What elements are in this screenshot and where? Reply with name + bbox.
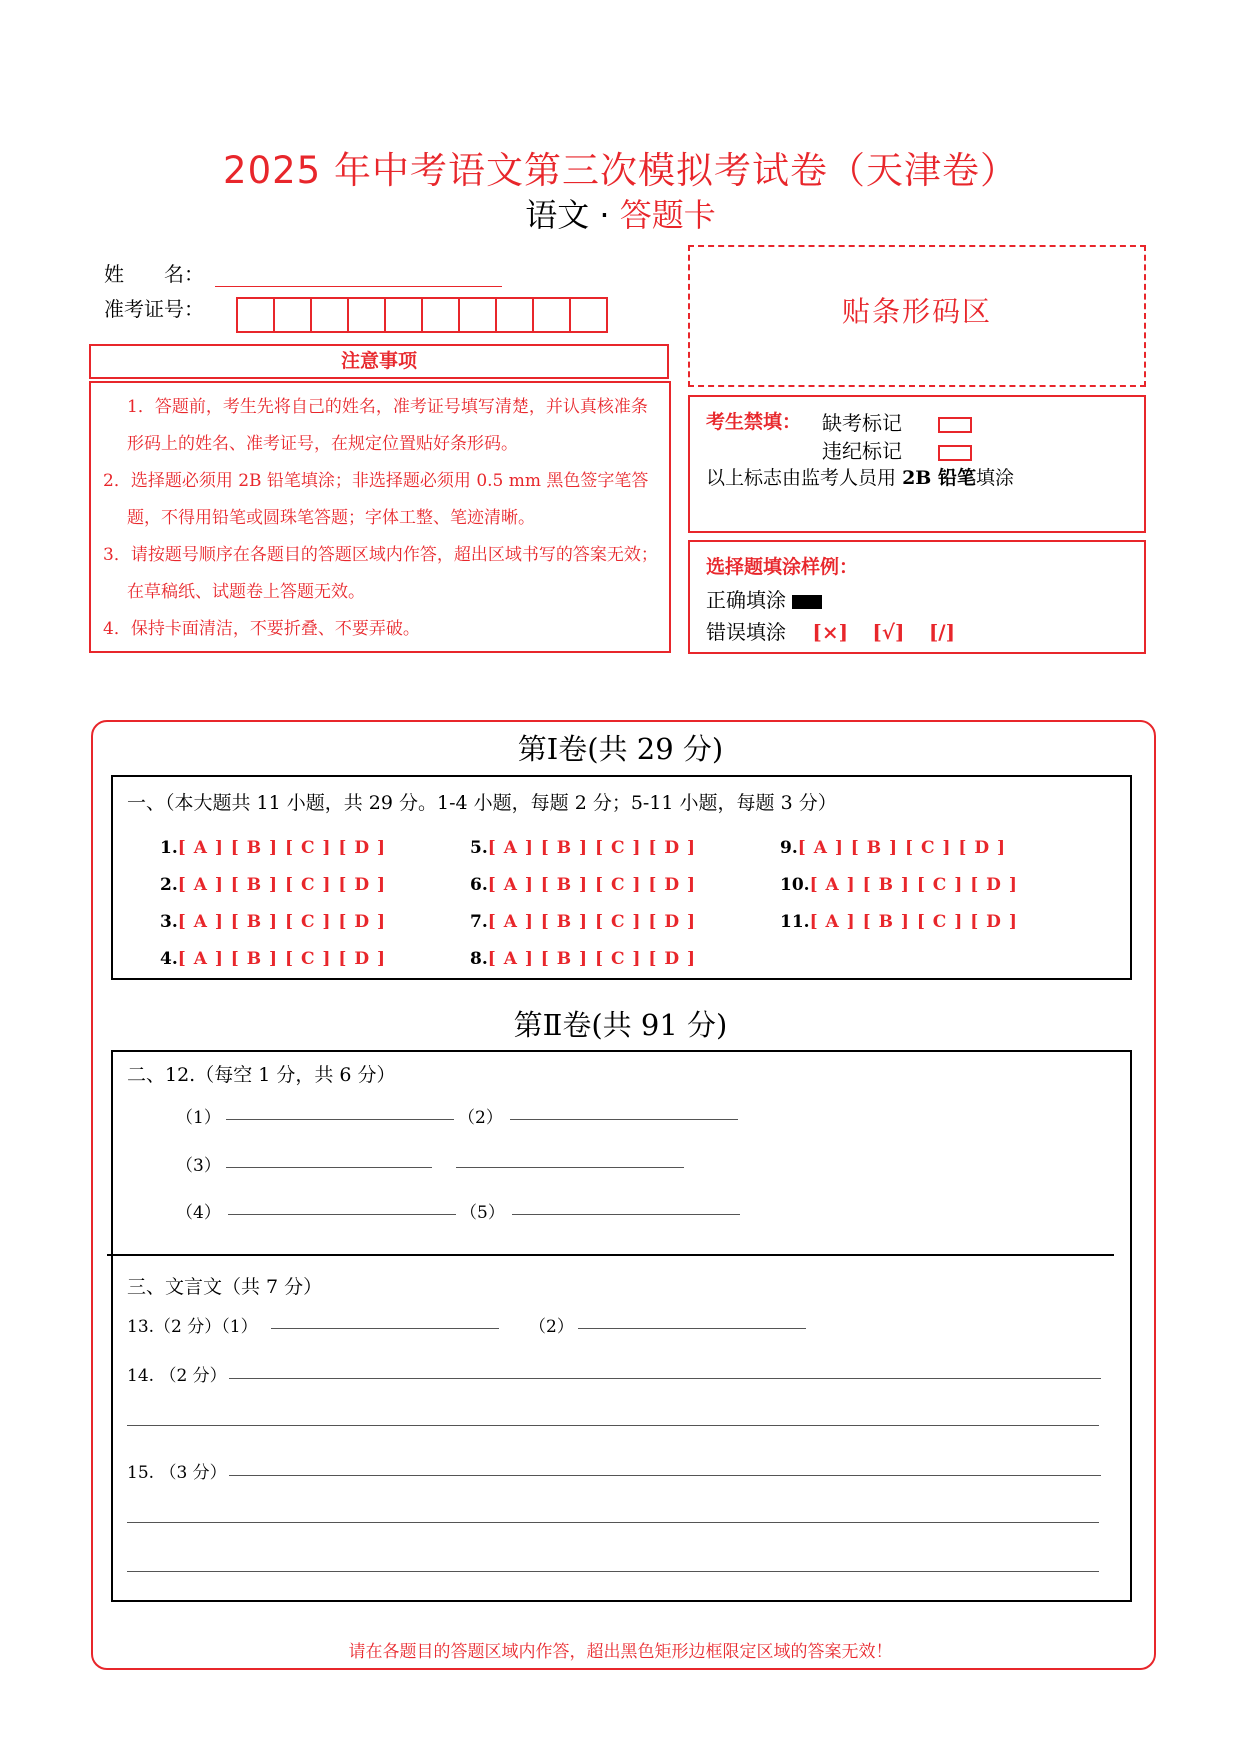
part1-section-head: 一、（本大题共 11 小题，共 29 分。1-4 小题，每题 2 分；5-11 小题，每题 3 分） — [127, 792, 837, 814]
q15-line-1[interactable] — [229, 1474, 1101, 1476]
q13-blank-1[interactable] — [271, 1327, 499, 1329]
choice-q6[interactable]: 6.[ A ] [ B ] [ C ] [ D ] — [470, 875, 697, 895]
q15-label: 15. （3 分） — [127, 1463, 227, 1483]
choice-q9[interactable]: 9.[ A ] [ B ] [ C ] [ D ] — [780, 838, 1007, 858]
id-label: 准考证号： — [104, 297, 204, 321]
proctor-only-box — [688, 395, 1146, 533]
notice-item: 1．答题前，考生先将自己的姓名，准考证号填写清楚，并认真核准条形码上的姓名、准考证号，在规定位置贴好条形码。 — [127, 397, 648, 454]
correct-label: 正确填涂 — [706, 588, 786, 612]
wrong-label: 错误填涂 — [706, 620, 786, 644]
choice-q5[interactable]: 5.[ A ] [ B ] [ C ] [ D ] — [470, 838, 697, 858]
q15-line-2[interactable] — [127, 1521, 1099, 1523]
id-digit-box[interactable] — [458, 297, 497, 333]
q12-label-2: （2） — [458, 1108, 503, 1128]
q14-line-2[interactable] — [127, 1424, 1099, 1426]
notice-item: 3．请按题号顺序在各题目的答题区域内作答，超出区域书写的答案无效；在草稿纸、试题卷上答题无效。 — [103, 545, 658, 602]
notice-body — [89, 381, 671, 653]
notice-item: 4．保持卡面清洁，不要折叠、不要弄破。 — [103, 619, 420, 639]
choice-q7[interactable]: 7.[ A ] [ B ] [ C ] [ D ] — [470, 912, 697, 932]
id-digit-box[interactable] — [421, 297, 460, 333]
id-digit-box[interactable] — [273, 297, 312, 333]
id-digit-box[interactable] — [569, 297, 608, 333]
exam-title: 2025 年中考语文第三次模拟考试卷（天津卷） — [223, 149, 1018, 192]
correct-row — [706, 584, 822, 613]
part1-title: 第Ⅰ卷(共 29 分) — [517, 732, 724, 766]
q12-blank-3[interactable] — [226, 1166, 432, 1168]
ban-title: 考生禁填： — [706, 411, 802, 433]
choice-q3[interactable]: 3.[ A ] [ B ] [ C ] [ D ] — [160, 912, 387, 932]
id-number-boxes[interactable] — [236, 297, 606, 333]
wrong-mark-check: [√] — [872, 620, 905, 644]
notice-item: 2．选择题必须用 2B 铅笔填涂；非选择题必须用 0.5 mm 黑色签字笔答题，不得用铅笔或圆珠笔答题；字体工整、笔迹清晰。 — [103, 471, 649, 528]
q14-label: 14. （2 分） — [127, 1366, 227, 1386]
q12-blank-5[interactable] — [512, 1213, 740, 1215]
q12-label-1: （1） — [176, 1108, 221, 1128]
q12-blank-2[interactable] — [510, 1118, 738, 1120]
violation-mark-box[interactable] — [938, 445, 972, 461]
notice-title: 注意事项 — [89, 344, 669, 379]
q12-blank-4[interactable] — [228, 1213, 456, 1215]
violation-label: 违纪标记 — [822, 439, 902, 463]
ban-note — [706, 463, 1014, 490]
id-digit-box[interactable] — [495, 297, 534, 333]
q15-line-3[interactable] — [127, 1570, 1099, 1572]
id-digit-box[interactable] — [532, 297, 571, 333]
q12-head: 二、12.（每空 1 分，共 6 分） — [127, 1064, 396, 1086]
absent-mark-box[interactable] — [938, 417, 972, 433]
correct-fill-mark — [792, 595, 822, 609]
name-label: 姓 名： — [104, 262, 204, 286]
part2-title: 第Ⅱ卷(共 91 分) — [513, 1008, 728, 1042]
q12-label-3: （3） — [176, 1156, 221, 1176]
wrong-row — [706, 616, 955, 645]
q13-part-2-label: （2） — [529, 1317, 574, 1337]
subtitle-dot: · — [599, 196, 610, 234]
wrong-mark-x: [×] — [812, 620, 849, 644]
part2-answer-box — [111, 1050, 1132, 1602]
absent-row — [822, 407, 972, 436]
choice-q1[interactable]: 1.[ A ] [ B ] [ C ] [ D ] — [160, 838, 387, 858]
exam-subtitle — [0, 190, 1241, 236]
ban-note-pre: 以上标志由监考人员用 — [706, 467, 897, 489]
subtitle-answer-card: 答题卡 — [619, 196, 716, 234]
q13-label: 13.（2 分）（1） — [127, 1317, 258, 1337]
sample-title: 选择题填涂样例： — [706, 556, 859, 578]
wrong-mark-slash: [/] — [928, 620, 956, 644]
id-digit-box[interactable] — [384, 297, 423, 333]
id-digit-box[interactable] — [347, 297, 386, 333]
subtitle-subject: 语文 — [525, 196, 590, 234]
q12-blank-3b[interactable] — [456, 1166, 684, 1168]
choice-q8[interactable]: 8.[ A ] [ B ] [ C ] [ D ] — [470, 949, 697, 969]
name-input-line[interactable] — [215, 285, 502, 287]
choice-q10[interactable]: 10.[ A ] [ B ] [ C ] [ D ] — [780, 875, 1018, 895]
choice-q4[interactable]: 4.[ A ] [ B ] [ C ] [ D ] — [160, 949, 387, 969]
fill-sample-box — [688, 540, 1146, 654]
ban-note-post: 填涂 — [975, 467, 1014, 489]
q12-label-4: （4） — [176, 1203, 221, 1223]
q13-blank-2[interactable] — [578, 1327, 806, 1329]
choice-q2[interactable]: 2.[ A ] [ B ] [ C ] [ D ] — [160, 875, 387, 895]
id-digit-box[interactable] — [310, 297, 349, 333]
absent-label: 缺考标记 — [822, 411, 902, 435]
id-digit-box[interactable] — [236, 297, 275, 333]
ban-note-bold: 2B 铅笔 — [902, 467, 976, 489]
section-divider — [107, 1254, 1114, 1256]
q12-label-5: （5） — [460, 1203, 505, 1223]
barcode-area: 贴条形码区 — [688, 245, 1146, 387]
footer-warning: 请在各题目的答题区域内作答，超出黑色矩形边框限定区域的答案无效！ — [348, 1642, 893, 1662]
q14-line-1[interactable] — [229, 1377, 1101, 1379]
section3-head: 三、文言文（共 7 分） — [127, 1276, 323, 1298]
choice-q11[interactable]: 11.[ A ] [ B ] [ C ] [ D ] — [780, 912, 1018, 932]
violation-row — [822, 435, 972, 464]
q12-blank-1[interactable] — [226, 1118, 454, 1120]
